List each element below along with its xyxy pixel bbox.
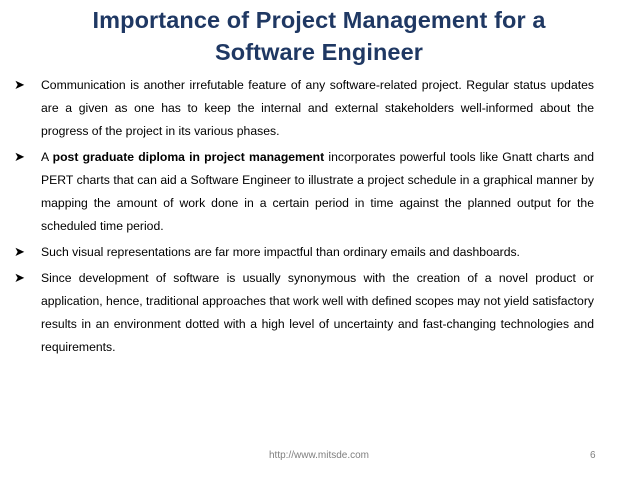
slide-title-line-2: Software Engineer bbox=[214, 39, 424, 65]
arrowhead-bullet-icon: ➤ bbox=[14, 245, 25, 260]
slide-title-line-1: Importance of Project Management for a bbox=[92, 7, 546, 33]
bullet-text: Communication is another irrefutable feature of any software-related project. Regular status updates are a given as one has to keep the internal and external stakeholders well-informed about the progress of the project in its various phases. bbox=[41, 78, 594, 138]
bullet-item bbox=[14, 146, 594, 238]
bullet-text-prefix: A bbox=[41, 150, 53, 164]
arrowhead-bullet-icon: ➤ bbox=[14, 78, 25, 93]
bullet-text: Since development of software is usually synonymous with the creation of a novel product or application, hence, traditional approaches that work well with defined scopes may not yield satisfactory results in an environment dotted with a high level of uncertainty and fast-changing technologies and requirements. bbox=[41, 271, 594, 354]
slide-title bbox=[40, 4, 598, 68]
bullet-item bbox=[14, 241, 594, 264]
bullet-list bbox=[14, 74, 594, 362]
bullet-item bbox=[14, 267, 594, 359]
arrowhead-bullet-icon: ➤ bbox=[14, 150, 25, 165]
page-number: 6 bbox=[590, 450, 596, 461]
bullet-text: Such visual representations are far more impactful than ordinary emails and dashboards. bbox=[41, 245, 520, 259]
bullet-text-bold: post graduate diploma in project management bbox=[52, 150, 325, 164]
footer-url: http://www.mitsde.com bbox=[268, 450, 370, 461]
bullet-item bbox=[14, 74, 594, 143]
arrowhead-bullet-icon: ➤ bbox=[14, 271, 25, 286]
bullet-text-suffix: incorporates powerful tools like Gnatt charts and PERT charts that can aid a Software Engineer to illustrate a project schedule in a graphical manner by mapping the amount of work done in a certain period in time against the planned output for the scheduled time period. bbox=[41, 150, 594, 233]
